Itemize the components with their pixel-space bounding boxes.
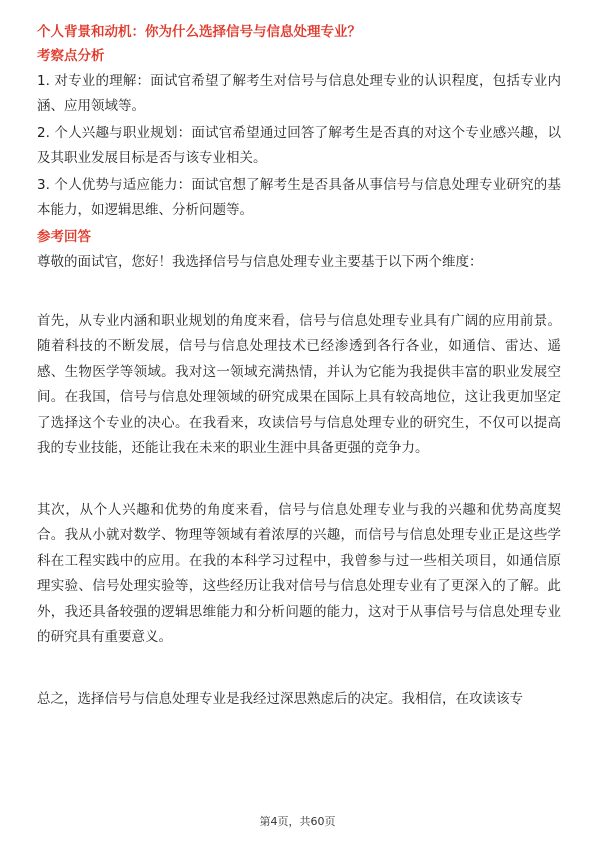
analysis-point: 1. 对专业的理解：面试官希望了解考生对信号与信息处理专业的认识程度，包括专业内涵、应用领域等。 xyxy=(37,73,561,114)
question-title: 个人背景和动机：你为什么选择信号与信息处理专业？ xyxy=(37,24,361,40)
answer-paragraph: 其次，从个人兴趣和优势的角度来看，信号与信息处理专业与我的兴趣和优势高度契合。我从小就对数学、物理等领域有着浓厚的兴趣，而信号与信息处理专业正是这些学科在工程实践中的应用。在我的本科学习过程中，我曾参与过一些相关项目，如通信原理实验、信号处理实验等，这些经历让我对信号与信息处理专业有了更深入的了解。此外，我还具备较强的逻辑思维能力和分析问题的能力，这对于从事信号与信息处理专业的研究具有重要意义。 xyxy=(37,501,561,645)
answer-paragraph: 首先，从专业内涵和职业规划的角度来看，信号与信息处理专业具有广阔的应用前景。随着科技的不断发展，信号与信息处理技术已经渗透到各行各业，如通信、雷达、遥感、生物医学等领域。我对这一领域充满热情，并认为它能为我提供丰富的职业发展空间。在我国，信号与信息处理领域的研究成果在国际上具有较高地位，这让我更加坚定了选择这个专业的决心。在我看来，攻读信号与信息处理专业的研究生，不仅可以提高我的专业技能，还能让我在未来的职业生涯中具备更强的竞争力。 xyxy=(37,312,561,456)
document-page xyxy=(37,22,561,712)
answer-heading: 参考回答 xyxy=(37,229,91,245)
analysis-point: 3. 个人优势与适应能力：面试官想了解考生是否具备从事信号与信息处理专业研究的基本能力，如逻辑思维、分析问题等。 xyxy=(37,177,561,218)
page-number-footer: 第4页，共60页 xyxy=(259,815,336,828)
analysis-heading: 考察点分析 xyxy=(37,48,105,64)
analysis-point: 2. 个人兴趣与职业规划：面试官希望通过回答了解考生是否真的对这个专业感兴趣，以及其职业发展目标是否与该专业相关。 xyxy=(37,125,561,166)
analysis-points xyxy=(37,69,561,223)
answer-greeting: 尊敬的面试官，您好！我选择信号与信息处理专业主要基于以下两个维度： xyxy=(37,254,483,270)
answer-paragraph: 总之，选择信号与信息处理专业是我经过深思熟虑后的决定。我相信，在攻读该专 xyxy=(37,690,523,707)
